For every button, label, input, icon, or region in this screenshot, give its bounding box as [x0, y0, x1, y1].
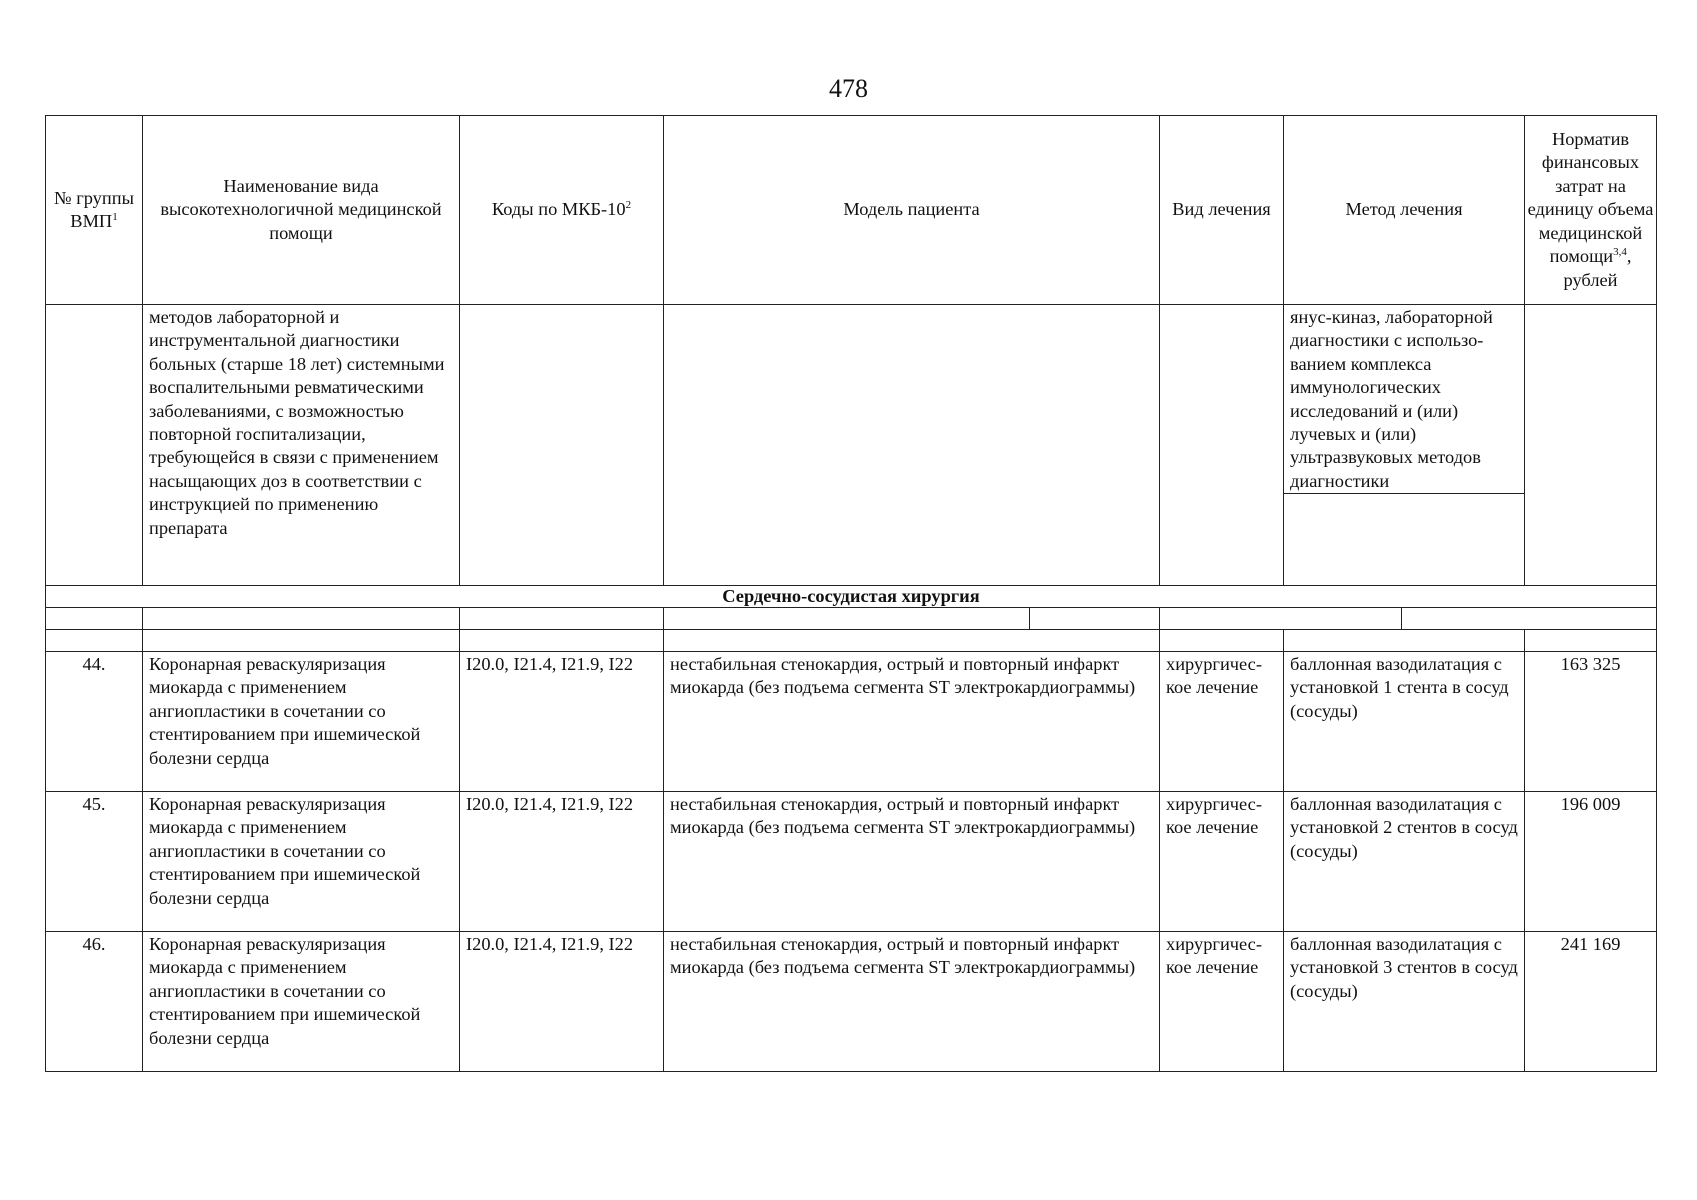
- table-header-row: [46, 116, 1657, 305]
- row-care-name: Коронарная реваскуляризация миокарда с применением ангиопластики в сочетании со стентированием при ишемической болезни сердца: [143, 932, 460, 1072]
- cell-empty: [664, 305, 1160, 586]
- header-treatment-method: Метод лечения: [1284, 116, 1525, 305]
- row-care-name: Коронарная реваскуляризация миокарда с применением ангиопластики в сочетании со стентированием при ишемической болезни сердца: [143, 792, 460, 932]
- blank-row: [46, 608, 1657, 630]
- row-treatment-method: баллонная вазодилатация с установкой 2 стентов в сосуд (сосуды): [1284, 792, 1525, 932]
- cell-empty: [460, 630, 664, 652]
- row-treatment-method: баллонная вазодилатация с установкой 3 стентов в сосуд (сосуды): [1284, 932, 1525, 1072]
- cell-empty: [1525, 630, 1657, 652]
- row-number: 44.: [46, 652, 143, 792]
- cell-empty: [1160, 305, 1284, 586]
- continuation-method: янус-киназ, лабораторной диагностики с использо-ванием комплекса иммунологических исследований и (или) лучевых и (или) ультразвуковых методов диагностики: [1284, 305, 1524, 494]
- header-care-name: Наименование вида высокотехнологичной медицинской помощи: [143, 116, 460, 305]
- row-number: 45.: [46, 792, 143, 932]
- cell-empty: [1160, 630, 1284, 652]
- row-cost-norm: 196 009: [1525, 792, 1657, 932]
- section-title: Сердечно-сосудистая хирургия: [46, 586, 1657, 608]
- cell-empty: [46, 305, 143, 586]
- row-cost-norm: 241 169: [1525, 932, 1657, 1072]
- row-care-name: Коронарная реваскуляризация миокарда с применением ангиопластики в сочетании со стентированием при ишемической болезни сердца: [143, 652, 460, 792]
- table-row: [46, 792, 1657, 932]
- continuation-row: [46, 305, 1657, 586]
- cell-empty: [460, 305, 664, 586]
- cell-empty: [46, 630, 143, 652]
- row-treatment-type: хирургичес-кое лечение: [1160, 792, 1284, 932]
- continuation-method-cell: [1284, 305, 1525, 586]
- cell-empty: [664, 630, 1160, 652]
- row-icd-codes: I20.0, I21.4, I21.9, I22: [460, 932, 664, 1072]
- header-group-number: № группы ВМП$^1$: [46, 116, 143, 305]
- cell-empty: [1160, 608, 1402, 630]
- row-treatment-method: баллонная вазодилатация с установкой 1 стента в сосуд (сосуды): [1284, 652, 1525, 792]
- header-cost-norm: Норматив финансовых затрат на единицу объема медицинской помощи$^{3,4}$, рублей: [1525, 116, 1657, 305]
- row-cost-norm: 163 325: [1525, 652, 1657, 792]
- row-patient-model: нестабильная стенокардия, острый и повторный инфаркт миокарда (без подъема сегмента ST электрокардиограммы): [664, 652, 1160, 792]
- table-row: [46, 932, 1657, 1072]
- header-patient-model: Модель пациента: [664, 116, 1160, 305]
- row-treatment-type: хирургичес-кое лечение: [1160, 652, 1284, 792]
- cell-empty: [143, 630, 460, 652]
- row-treatment-type: хирургичес-кое лечение: [1160, 932, 1284, 1072]
- cell-empty: [1030, 608, 1160, 630]
- cell-empty: [1402, 608, 1657, 630]
- page-number: 478: [829, 74, 868, 103]
- cell-empty: [1525, 305, 1657, 586]
- cell-empty: [664, 608, 1030, 630]
- vmp-table: [45, 115, 1657, 1072]
- row-icd-codes: I20.0, I21.4, I21.9, I22: [460, 792, 664, 932]
- row-patient-model: нестабильная стенокардия, острый и повторный инфаркт миокарда (без подъема сегмента ST электрокардиограммы): [664, 932, 1160, 1072]
- row-icd-codes: I20.0, I21.4, I21.9, I22: [460, 652, 664, 792]
- header-treatment-type: Вид лечения: [1160, 116, 1284, 305]
- cell-empty: [460, 608, 664, 630]
- cell-empty: [1284, 630, 1525, 652]
- blank-row: [46, 630, 1657, 652]
- row-number: 46.: [46, 932, 143, 1072]
- continuation-name: методов лабораторной и инструментальной диагностики больных (старше 18 лет) системными воспалительными ревматическими заболеваниями, с возможностью повторной госпитализации, требующейся в связи с применением насыщающих доз в соответствии с инструкцией по применению препарата: [143, 305, 460, 586]
- section-header-row: [46, 586, 1657, 608]
- cell-empty: [46, 608, 143, 630]
- row-patient-model: нестабильная стенокардия, острый и повторный инфаркт миокарда (без подъема сегмента ST электрокардиограммы): [664, 792, 1160, 932]
- cell-empty: [143, 608, 460, 630]
- header-icd-codes: Коды по МКБ-$10^2$: [460, 116, 664, 305]
- table-row: [46, 652, 1657, 792]
